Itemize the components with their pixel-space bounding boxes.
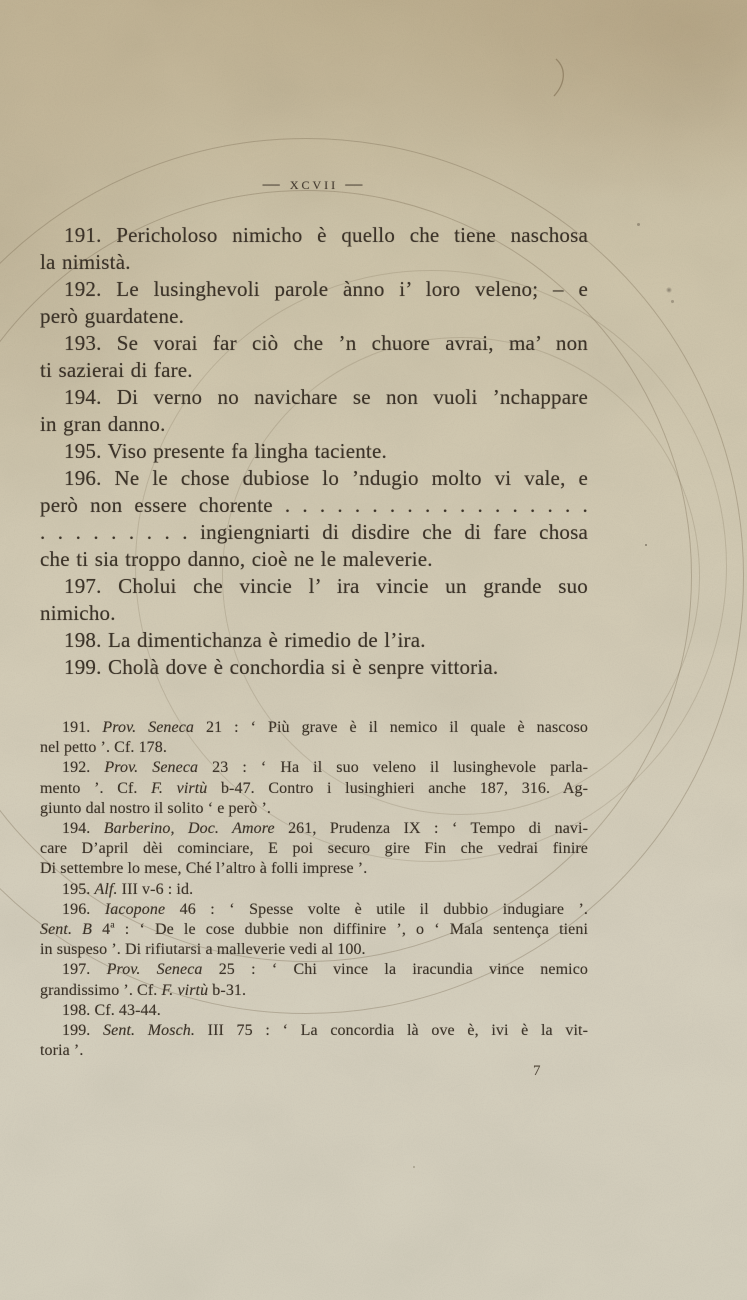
footnote-line <box>40 819 588 839</box>
proverb-line: però non essere chorente . . . . . . . . . . . . . . . . . . <box>40 493 588 517</box>
footnote-source-citation: Sent. B <box>40 921 93 939</box>
paper-speck <box>645 544 647 546</box>
footnote-text: b-31. <box>208 981 247 999</box>
footnote-text: 197. <box>62 961 107 979</box>
footnote-source-citation: F. virtù <box>161 981 209 999</box>
footnote-line <box>40 799 588 819</box>
proverb-line: però guardatene. <box>40 304 185 328</box>
footnote-text: : ‘ De le cose dubbie non diffinire ’, o ‘ Mala sentença tieni <box>114 921 589 939</box>
proverb-line: 191. Pericholoso nimicho è quello che tiene naschosa <box>64 223 588 247</box>
footnote-line <box>40 920 588 940</box>
footnote-text: 192. <box>62 759 105 777</box>
footnote-source-citation: Prov. Seneca <box>102 719 195 736</box>
proverb-line: 193. Se vorai far ciò che ’n chuore avrai, ma’ non <box>64 331 588 355</box>
footnote-text: 4 <box>92 921 111 939</box>
footnote-line <box>40 718 588 738</box>
proverb-line: 196. Ne le chose dubiose lo ’ndugio molto vi vale, e <box>64 466 588 490</box>
paper-speck <box>671 300 674 303</box>
paper-speck <box>637 223 640 226</box>
footnote-line <box>40 738 588 758</box>
footnote-source-citation: Prov. Seneca <box>106 961 203 979</box>
footnote-text: nel petto ’. Cf. 178. <box>40 739 167 757</box>
footnote-text: 46 : ‘ Spesse volte è utile il dubbio indugiare ’. <box>165 900 588 918</box>
proverb-line: nimicho. <box>40 601 116 625</box>
footnote-line <box>40 839 588 859</box>
footnote-text: III 75 : ‘ La concordia là ove è, ivi è la vit- <box>195 1022 589 1040</box>
footnote-text: 198. Cf. 43-44. <box>62 1001 161 1019</box>
footnote-line <box>40 940 588 960</box>
proverb-line: 195. Viso presente fa lingha taciente. <box>64 439 387 463</box>
paper-speck <box>413 1166 415 1168</box>
proverb-line: 197. Cholui che vincie l’ ira vincie un grande suo <box>64 574 588 598</box>
footnote-text: a <box>110 919 115 931</box>
footnote-text: 199. <box>62 1022 104 1040</box>
footnote-text: giunto dal nostro il solito ‘ e però ’. <box>40 799 271 817</box>
footnote-source-citation: F. virtù <box>151 779 208 797</box>
footnote-text: in suspeso ’. Di rifiutarsi a malleverie vedi al 100. <box>40 941 366 959</box>
footnotes-block <box>40 718 588 1061</box>
paper-speck <box>666 287 672 293</box>
paper-fiber-mark <box>552 56 572 100</box>
footnote-text: grandissimo ’. Cf. <box>40 981 162 999</box>
footnote-line <box>40 900 588 920</box>
footnote-line <box>40 859 588 879</box>
page-number-header: — xcvii — <box>262 174 366 193</box>
footnote-text: 194. <box>62 820 104 838</box>
footnote-text: 191. <box>62 719 103 736</box>
proverb-line: 199. Cholà dove è conchordia si è senpre vittoria. <box>64 655 499 679</box>
footnote-text: 25 : ‘ Chi vince la iracundia vince nemico <box>202 961 588 979</box>
footnote-text: 195. <box>62 880 95 898</box>
proverb-line: che ti sia troppo danno, cioè ne le maleverie. <box>40 547 433 571</box>
footnote-source-citation: Alf. <box>94 880 118 898</box>
footnote-source-citation: Iacopone <box>104 900 166 918</box>
footnote-text: b-47. Contro i lusinghieri anche 187, 316. Ag- <box>207 779 588 797</box>
footnote-line <box>40 779 588 799</box>
footnote-text: care D’april dèi cominciare, E poi securo gire Fin che vedrai finire <box>40 840 588 858</box>
proverb-line: 198. La dimentichanza è rimedio de l’ira. <box>64 628 426 652</box>
proverb-line: 194. Di verno no navichare se non vuoli ’nchappare <box>64 385 588 409</box>
proverb-line: ti sazierai di fare. <box>40 358 193 382</box>
footnote-text: toria ’. <box>40 1042 84 1060</box>
footnote-text: mento ’. Cf. <box>40 779 152 797</box>
proverb-line: in gran danno. <box>40 412 166 436</box>
footnote-line <box>40 1041 588 1061</box>
footnote-line <box>40 981 588 1001</box>
footnote-text: III v-6 : id. <box>117 880 194 898</box>
footnote-text: Di settembre lo mese, Ché l’altro à folli imprese ’. <box>40 860 368 878</box>
footnote-line <box>40 880 588 900</box>
proverb-line: 192. Le lusinghevoli parole ànno i’ loro veleno; – e <box>64 277 588 301</box>
proverb-line: . . . . . . . . . ingiengniarti di disdire che di fare chosa <box>40 520 588 544</box>
footnote-line <box>40 960 588 980</box>
signature-mark: 7 <box>533 1063 541 1079</box>
footnote-text: 196. <box>62 900 105 918</box>
footnote-line <box>40 1021 588 1041</box>
footnote-text: 23 : ‘ Ha il suo veleno il lusinghevole parla- <box>198 759 589 777</box>
footnote-source-citation: Barberino, Doc. Amore <box>103 820 275 838</box>
footnote-text: 21 : ‘ Più grave è il nemico il quale è nascoso <box>194 719 589 736</box>
proverbs-text-block <box>40 222 588 681</box>
footnote-text: 261, Prudenza IX : ‘ Tempo di navi- <box>274 820 589 838</box>
footnote-source-citation: Prov. Seneca <box>104 759 199 777</box>
footnote-line <box>40 1001 588 1021</box>
footnote-source-citation: Sent. Mosch. <box>103 1022 195 1040</box>
proverb-line: la nimistà. <box>40 250 131 274</box>
footnote-line <box>40 758 588 778</box>
